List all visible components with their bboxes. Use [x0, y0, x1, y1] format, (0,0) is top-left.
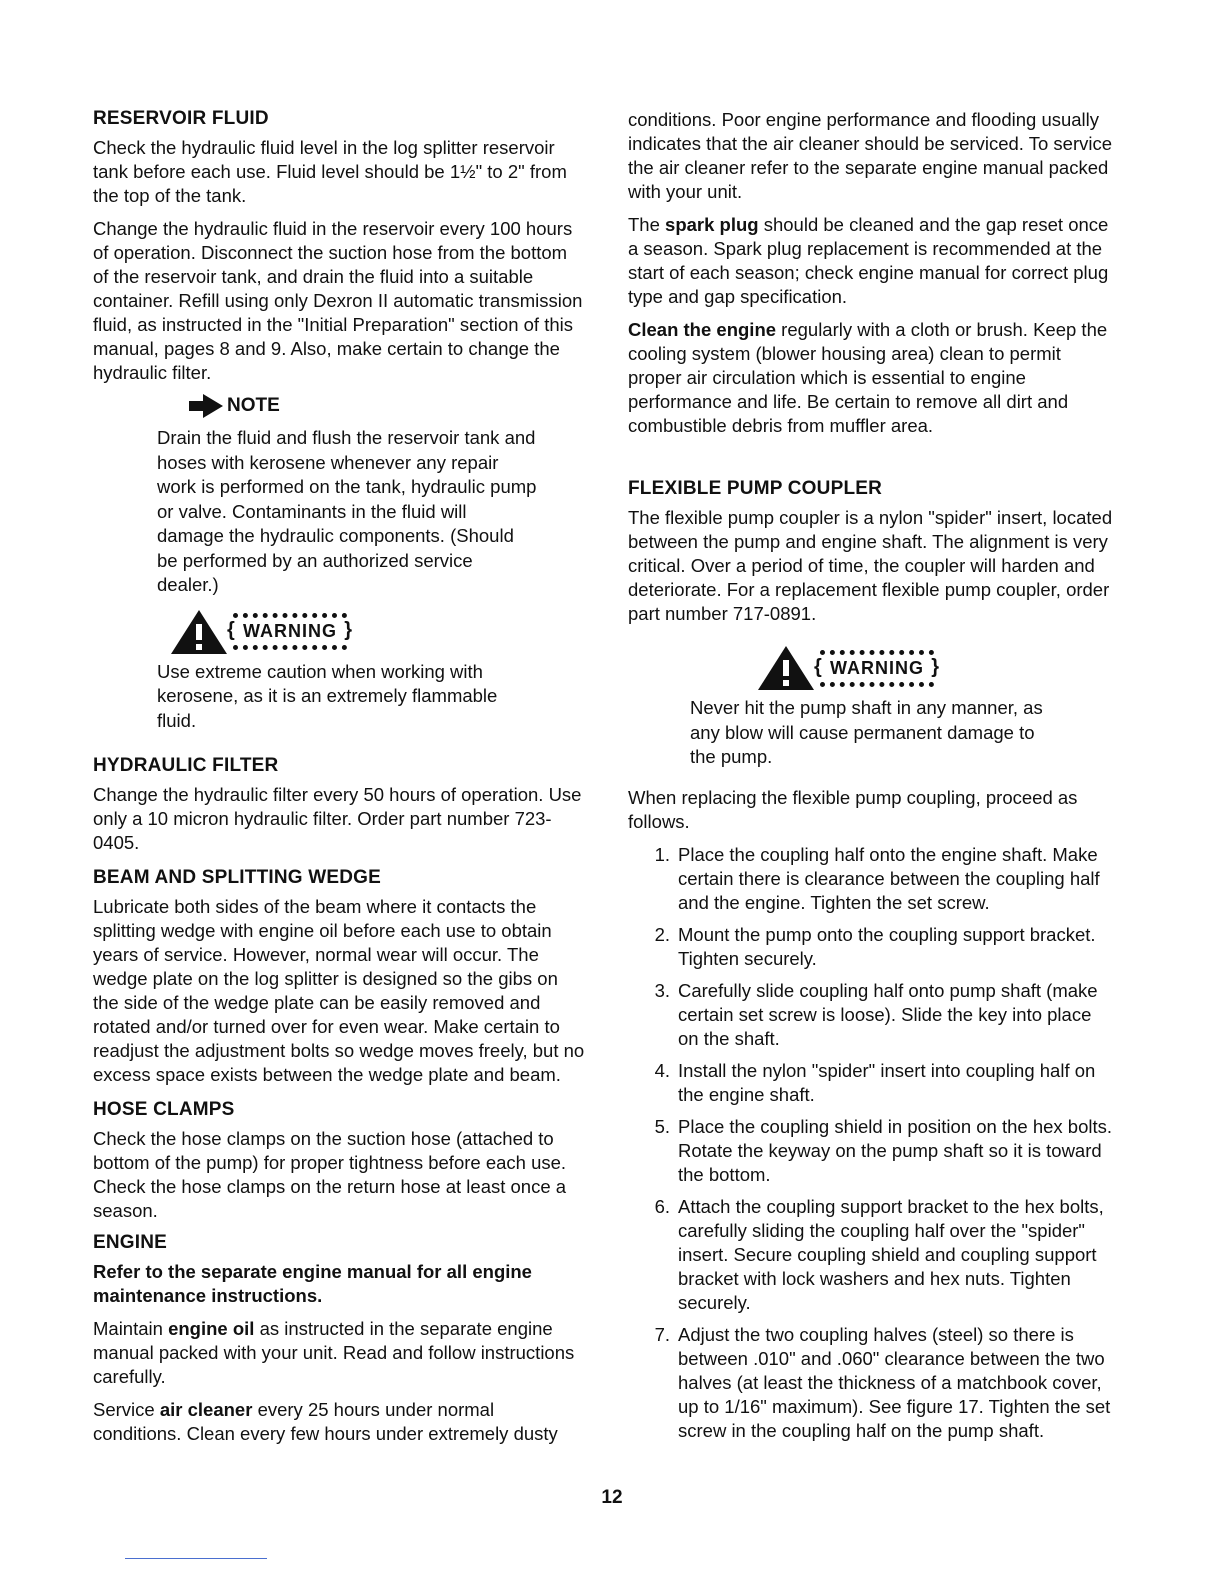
- right-column: [628, 108, 1116, 1451]
- step-number: 3.: [654, 979, 670, 1001]
- list-item: [628, 923, 1116, 971]
- air-cleaner-continued: conditions. Poor engine performance and flooding usually indicates that the air cleaner should be serviced. To service the air cleaner refer to the separate engine manual packed with your unit.: [628, 109, 1113, 202]
- engine-oil-bold: engine oil: [168, 1318, 255, 1339]
- coupler-warning-text: Never hit the pump shaft in any manner, as any blow will cause permanent damage to the pump.: [690, 697, 1043, 767]
- reservoir-paragraph-2: Change the hydraulic fluid in the reservoir every 100 hours of operation. Disconnect the suction hose from the bottom of the reservoir tank, and drain the fluid into a suitable container. Refill using only Dexron II automatic transmission fluid, as instructed in the "Initial Preparation" section of this manual, pages 8 and 9. Also, make certain to change the hydraulic filter.: [93, 218, 583, 383]
- coupler-heading: FLEXIBLE PUMP COUPLER: [628, 478, 883, 499]
- spark-plug-paragraph: [628, 213, 1116, 309]
- step-text: Carefully slide coupling half onto pump shaft (make certain set screw is loose). Slide the key into place on the shaft.: [678, 979, 1098, 1049]
- spark-plug-post: should be cleaned and the gap reset once a season. Spark plug replacement is recommended at the start of each season; check engine manual for correct plug type and gap specification.: [628, 214, 1109, 307]
- filter-heading: HYDRAULIC FILTER: [93, 755, 279, 776]
- filter-paragraph: Change the hydraulic filter every 50 hours of operation. Use only a 10 micron hydraulic filter. Order part number 723-0405.: [93, 784, 582, 853]
- step-text: Adjust the two coupling halves (steel) so there is between .010" and .060" clearance between the two halves (at least the thickness of a matchbook cover, up to 1/16" maximum). See figure 17. Tighten the set screw in the coupling half on the pump shaft.: [678, 1323, 1111, 1441]
- note-text: Drain the fluid and flush the reservoir tank and hoses with kerosene whenever any repair work is performed on the tank, hydraulic pump or valve. Contaminants in the fluid will damage the hydraulic components. (Should be performed by an authorized service dealer.): [157, 427, 537, 595]
- list-item: [628, 1059, 1116, 1107]
- reservoir-paragraph-1: Check the hydraulic fluid level in the log splitter reservoir tank before each use. Fluid level should be 1½" to 2" from the top of the tank.: [93, 137, 567, 206]
- beam-heading: BEAM AND SPLITTING WEDGE: [93, 867, 382, 888]
- warning-triangle-icon: [169, 608, 229, 656]
- procedure-intro: When replacing the flexible pump coupling, proceed as follows.: [628, 786, 1078, 832]
- page-number: 12: [601, 1487, 623, 1508]
- left-column: [93, 108, 585, 1455]
- footer-rule: [125, 1558, 267, 1559]
- spark-plug-pre: The: [628, 214, 660, 235]
- engine-oil-post: as instructed in the separate engine manual packed with your unit. Read and follow instructions carefully.: [93, 1318, 575, 1387]
- list-item: [628, 1115, 1116, 1187]
- arrow-icon: [189, 394, 223, 418]
- warning-header: [169, 608, 585, 656]
- note-header: [189, 394, 585, 418]
- list-item: [628, 1323, 1116, 1443]
- step-text: Place the coupling shield in position on the hex bolts. Rotate the keyway on the pump shaft so it is toward the bottom.: [678, 1115, 1113, 1185]
- clean-engine-post: regularly with a cloth or brush. Keep the cooling system (blower housing area) clean to permit proper air circulation which is essential to engine performance and life. Be certain to remove all dirt and combustible debris from muffler area.: [628, 319, 1108, 436]
- step-number: 2.: [654, 923, 670, 945]
- clean-engine-paragraph: [628, 318, 1116, 438]
- note-callout: [157, 426, 537, 598]
- coupler-paragraph: The flexible pump coupler is a nylon "spider" insert, located between the pump and engine shaft. The alignment is very critical. Over a period of time, the coupler will harden and deteriorate. For a replacement flexible pump coupler, order part number 717-0891.: [628, 507, 1113, 624]
- coupler-warning-header: [756, 644, 1116, 692]
- engine-oil-paragraph: [93, 1317, 585, 1389]
- list-item: [628, 979, 1116, 1051]
- list-item: [628, 843, 1116, 915]
- reservoir-heading: RESERVOIR FLUID: [93, 108, 269, 129]
- warning-callout: [157, 660, 537, 734]
- hose-paragraph: Check the hose clamps on the suction hose (attached to bottom of the pump) for proper tightness before each use. Check the hose clamps on the return hose at least once a season.: [93, 1128, 567, 1221]
- warning-label: { WARNING }: [233, 613, 347, 650]
- engine-subheading: Refer to the separate engine manual for all engine maintenance instructions.: [93, 1261, 532, 1306]
- air-cleaner-bold: air cleaner: [159, 1399, 253, 1420]
- warning-triangle-icon: [756, 644, 816, 692]
- spark-plug-bold: spark plug: [665, 214, 759, 235]
- step-number: 1.: [654, 843, 670, 865]
- step-number: 7.: [654, 1323, 670, 1345]
- coupler-warning-callout: [690, 696, 1060, 770]
- step-number: 6.: [654, 1195, 670, 1217]
- hose-heading: HOSE CLAMPS: [93, 1099, 235, 1120]
- list-item: [628, 1195, 1116, 1315]
- engine-heading: ENGINE: [93, 1232, 168, 1253]
- step-text: Attach the coupling support bracket to the hex bolts, carefully sliding the coupling half over the "spider" insert. Secure coupling shield and coupling support bracket with lock washers and hex nuts. Tighten securely.: [678, 1195, 1104, 1313]
- step-number: 5.: [654, 1115, 670, 1137]
- warning-text: Use extreme caution when working with kerosene, as it is an extremely flammable fluid.: [157, 660, 498, 731]
- step-number: 4.: [654, 1059, 670, 1081]
- clean-engine-bold: Clean the engine: [628, 319, 777, 340]
- air-cleaner-paragraph: [93, 1398, 585, 1446]
- air-cleaner-post: every 25 hours under normal conditions. Clean every few hours under extremely dusty: [93, 1399, 558, 1444]
- coupler-warning-label: { WARNING }: [820, 650, 934, 687]
- beam-paragraph: Lubricate both sides of the beam where it contacts the splitting wedge with engine oil before each use to obtain years of service. However, normal wear will occur. The wedge plate on the log splitter is designed so the gibs on the side of the wedge plate can be easily removed and rotated and/or turned over for even wear. Make certain to readjust the adjustment bolts so wedge moves freely, but no excess space exists between the wedge plate and beam.: [93, 896, 585, 1085]
- step-text: Install the nylon "spider" insert into coupling half on the engine shaft.: [678, 1059, 1096, 1105]
- step-text: Place the coupling half onto the engine shaft. Make certain there is clearance between the coupling half and the engine. Tighten the set screw.: [678, 843, 1100, 913]
- note-label: NOTE: [227, 395, 280, 416]
- procedure-steps: [628, 843, 1116, 1443]
- step-text: Mount the pump onto the coupling support bracket. Tighten securely.: [678, 923, 1096, 969]
- air-cleaner-pre: Service: [93, 1399, 155, 1420]
- engine-oil-pre: Maintain: [93, 1318, 163, 1339]
